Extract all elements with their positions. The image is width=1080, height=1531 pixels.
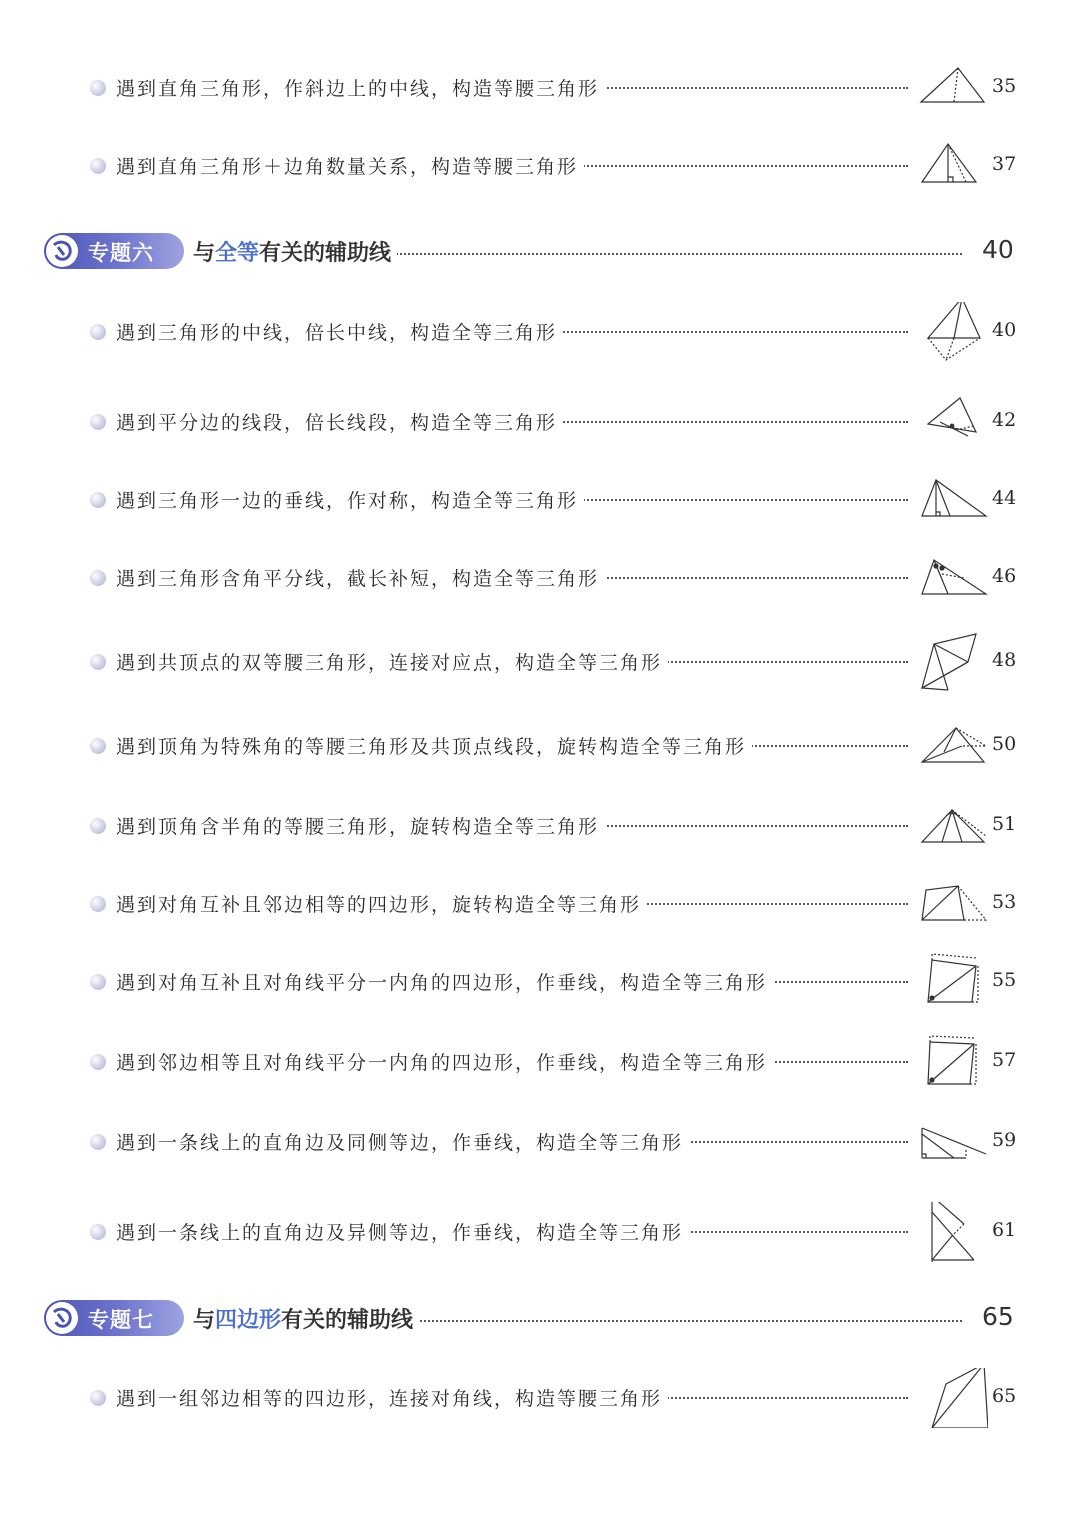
bullet-icon (90, 570, 106, 586)
entry-title: 遇到三角形一边的垂线，作对称，构造全等三角形 (116, 486, 584, 513)
badge-label: 专题七 (88, 1308, 154, 1332)
toc-entry[interactable] (0, 1202, 1080, 1262)
isosceles-triangle-midline-icon (918, 58, 988, 118)
bullet-icon (90, 1390, 106, 1406)
bullet-icon (90, 1134, 106, 1150)
bullet-icon (90, 1054, 106, 1070)
entry-title: 遇到直角三角形＋边角数量关系，构造等腰三角形 (116, 152, 584, 179)
page-number: 53 (992, 891, 1017, 913)
bullet-icon (90, 1224, 106, 1240)
entry-title: 遇到共顶点的双等腰三角形，连接对应点，构造全等三角形 (116, 648, 668, 675)
page-number: 37 (992, 153, 1017, 175)
page-number: 44 (992, 487, 1017, 509)
page-number: 65 (992, 1385, 1017, 1407)
entry-title: 遇到对角互补且邻边相等的四边形，旋转构造全等三角形 (116, 890, 647, 917)
page-number: 65 (982, 1302, 1014, 1331)
page-number: 51 (992, 813, 1017, 835)
toc-entry[interactable] (0, 716, 1080, 776)
bullet-icon (90, 80, 106, 96)
bisecting-segment-icon (918, 392, 988, 452)
swirl-icon (46, 235, 78, 267)
section-badge (44, 233, 184, 269)
toc-entry[interactable] (0, 1112, 1080, 1172)
entry-title: 遇到三角形含角平分线，截长补短，构造全等三角形 (116, 564, 605, 591)
bullet-icon (90, 738, 106, 754)
bullet-icon (90, 414, 106, 430)
toc-entry[interactable] (0, 952, 1080, 1012)
bullet-icon (90, 492, 106, 508)
toc-entry[interactable] (0, 548, 1080, 608)
entry-title: 遇到一条线上的直角边及同侧等边，作垂线，构造全等三角形 (116, 1128, 689, 1155)
page-number: 57 (992, 1049, 1017, 1071)
entry-title: 遇到直角三角形，作斜边上的中线，构造等腰三角形 (116, 74, 605, 101)
entry-title: 遇到对角互补且对角线平分一内角的四边形，作垂线，构造全等三角形 (116, 968, 773, 995)
adjacent-equal-quad-icon (918, 1032, 988, 1092)
entry-title: 遇到一条线上的直角边及异侧等边，作垂线，构造全等三角形 (116, 1218, 689, 1245)
bullet-icon (90, 818, 106, 834)
bullet-icon (90, 654, 106, 670)
page-number: 50 (992, 733, 1017, 755)
bullet-icon (90, 896, 106, 912)
bullet-icon (90, 158, 106, 174)
swirl-icon (46, 1302, 78, 1334)
section-title: 与全等有关的辅助线 (193, 236, 397, 267)
page-number: 46 (992, 565, 1017, 587)
toc-entry[interactable] (0, 302, 1080, 362)
page-number: 42 (992, 409, 1017, 431)
rotation-isosceles-icon (918, 716, 988, 776)
page-number: 35 (992, 75, 1017, 97)
section-title: 与四边形有关的辅助线 (193, 1303, 419, 1334)
toc-entry[interactable] (0, 1368, 1080, 1428)
entry-title: 遇到平分边的线段，倍长线段，构造全等三角形 (116, 408, 563, 435)
entry-title: 遇到邻边相等且对角线平分一内角的四边形，作垂线，构造全等三角形 (116, 1048, 773, 1075)
section-header-6[interactable] (0, 228, 1080, 276)
opposite-side-perpendicular-icon (918, 1202, 988, 1262)
double-isosceles-icon (918, 632, 988, 692)
perpendicular-quad-icon (918, 952, 988, 1012)
page-number: 59 (992, 1129, 1017, 1151)
bullet-icon (90, 324, 106, 340)
symmetry-triangle-icon (918, 470, 988, 530)
toc-entry[interactable] (0, 470, 1080, 530)
toc-entry[interactable] (0, 796, 1080, 856)
entry-title: 遇到顶角为特殊角的等腰三角形及共顶点线段，旋转构造全等三角形 (116, 732, 752, 759)
quadrilateral-diagonal-icon (918, 1368, 988, 1428)
toc-entry[interactable] (0, 1032, 1080, 1092)
bullet-icon (90, 974, 106, 990)
entry-title: 遇到一组邻边相等的四边形，连接对角线，构造等腰三角形 (116, 1384, 668, 1411)
section-badge (44, 1300, 184, 1336)
angle-bisector-icon (918, 548, 988, 608)
page-number: 61 (992, 1219, 1017, 1241)
right-triangle-icon (918, 136, 988, 196)
page-number: 40 (982, 235, 1014, 264)
badge-label: 专题六 (88, 241, 154, 265)
toc-entry[interactable] (0, 136, 1080, 196)
median-extension-icon (918, 302, 988, 362)
page-number: 48 (992, 649, 1017, 671)
entry-title: 遇到三角形的中线，倍长中线，构造全等三角形 (116, 318, 563, 345)
toc-entry[interactable] (0, 392, 1080, 452)
toc-entry[interactable] (0, 874, 1080, 934)
same-side-perpendicular-icon (918, 1112, 988, 1172)
section-header-7[interactable] (0, 1295, 1080, 1343)
page-number: 40 (992, 319, 1017, 341)
toc-entry[interactable] (0, 632, 1080, 692)
page-number: 55 (992, 969, 1017, 991)
half-angle-rotation-icon (918, 796, 988, 856)
entry-title: 遇到顶角含半角的等腰三角形，旋转构造全等三角形 (116, 812, 605, 839)
toc-entry[interactable] (0, 58, 1080, 118)
supplementary-quad-icon (918, 874, 988, 934)
